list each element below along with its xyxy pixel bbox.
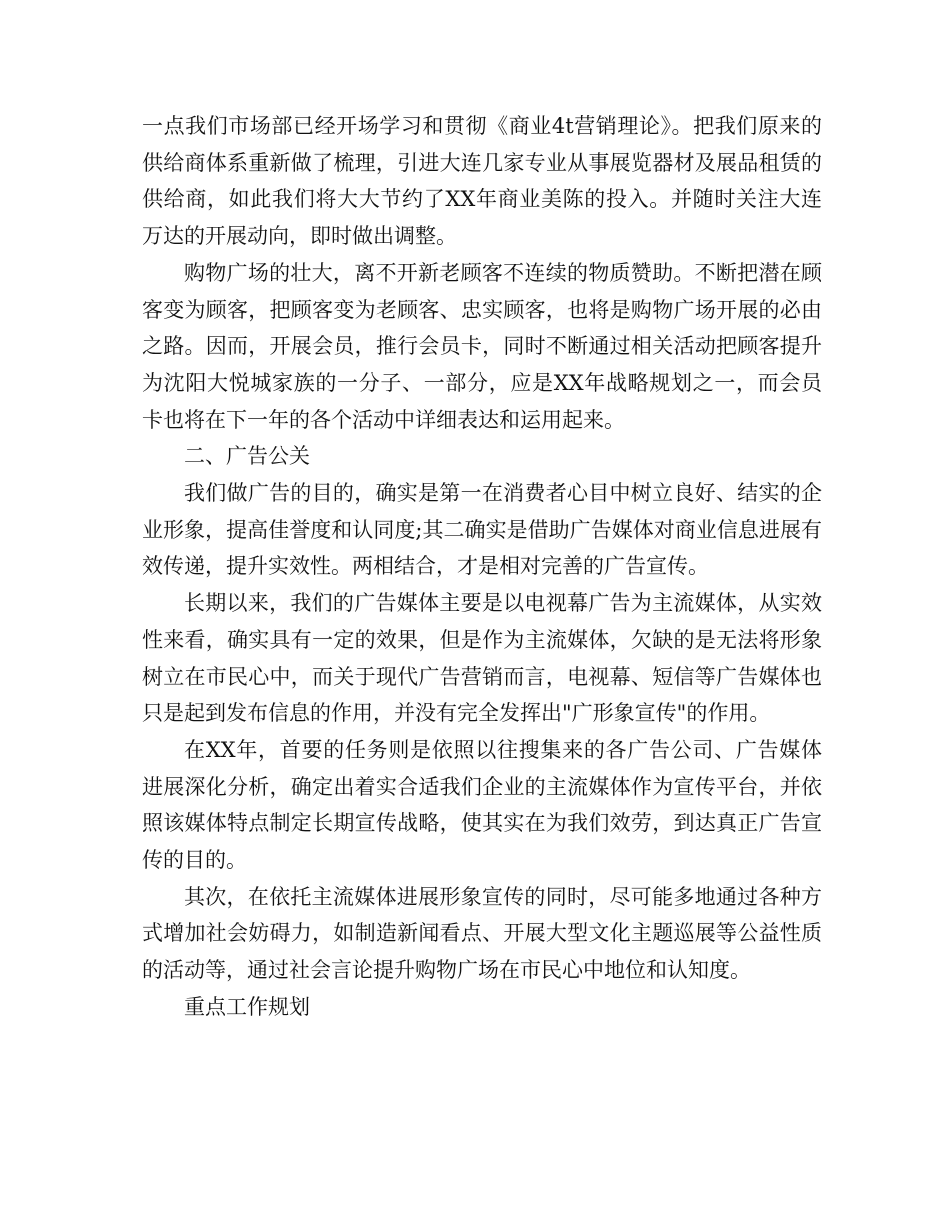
paragraph-4: 长期以来，我们的广告媒体主要是以电视幕广告为主流媒体，从实效性来看，确实具有一定的效果，但是作为主流媒体，欠缺的是无法将形象树立在市民心中，而关于现代广告营销而言，电视幕、短信等广告媒体也只是起到发布信息的作用，并没有完全发挥出"广形象宣传"的作用。 — [142, 591, 822, 726]
paragraph-6: 其次，在依托主流媒体进展形象宣传的同时，尽可能多地通过各种方式增加社会妨碍力，如制造新闻看点、开展大型文化主题巡展等公益性质的活动等，通过社会言论提升购物广场在市民心中地位和认知度。 — [142, 884, 822, 983]
paragraph-2: 购物广场的壮大，离不开新老顾客不连续的物质赞助。不断把潜在顾客变为顾客，把顾客变为老顾客、忠实顾客，也将是购物广场开展的必由之路。因而，开展会员，推行会员卡，同时不断通过相关活动把顾客提升为沈阳大悦城家族的一分子、一部分，应是XX年战略规划之一，而会员卡也将在下一年的各个活动中详细表达和运用起来。 — [142, 260, 822, 432]
paragraph-3: 我们做广告的目的，确实是第一在消费者心目中树立良好、结实的企业形象，提高佳誉度和认同度;其二确实是借助广告媒体对商业信息进展有效传递，提升实效性。两相结合，才是相对完善的广告宣传。 — [142, 481, 822, 579]
document-page — [142, 108, 822, 1026]
paragraph-1: 一点我们市场部已经开场学习和贯彻《商业4t营销理论》。把我们原来的供给商体系重新做了梳理，引进大连几家专业从事展览器材及展品租赁的供给商，如此我们将大大节约了XX年商业美陈的投入。并随时关注大连万达的开展动向，即时做出调整。 — [142, 114, 822, 249]
section-heading-key-work-plan: 重点工作规划 — [184, 994, 310, 1019]
paragraph-5: 在XX年，首要的任务则是依照以往搜集来的各广告公司、广告媒体进展深化分析，确定出着实合适我们企业的主流媒体作为宣传平台，并依照该媒体特点制定长期宣传战略，使其实在为我们效劳，到达真正广告宣传的目的。 — [142, 737, 822, 873]
section-heading-advertising-pr: 二、广告公关 — [184, 444, 310, 469]
